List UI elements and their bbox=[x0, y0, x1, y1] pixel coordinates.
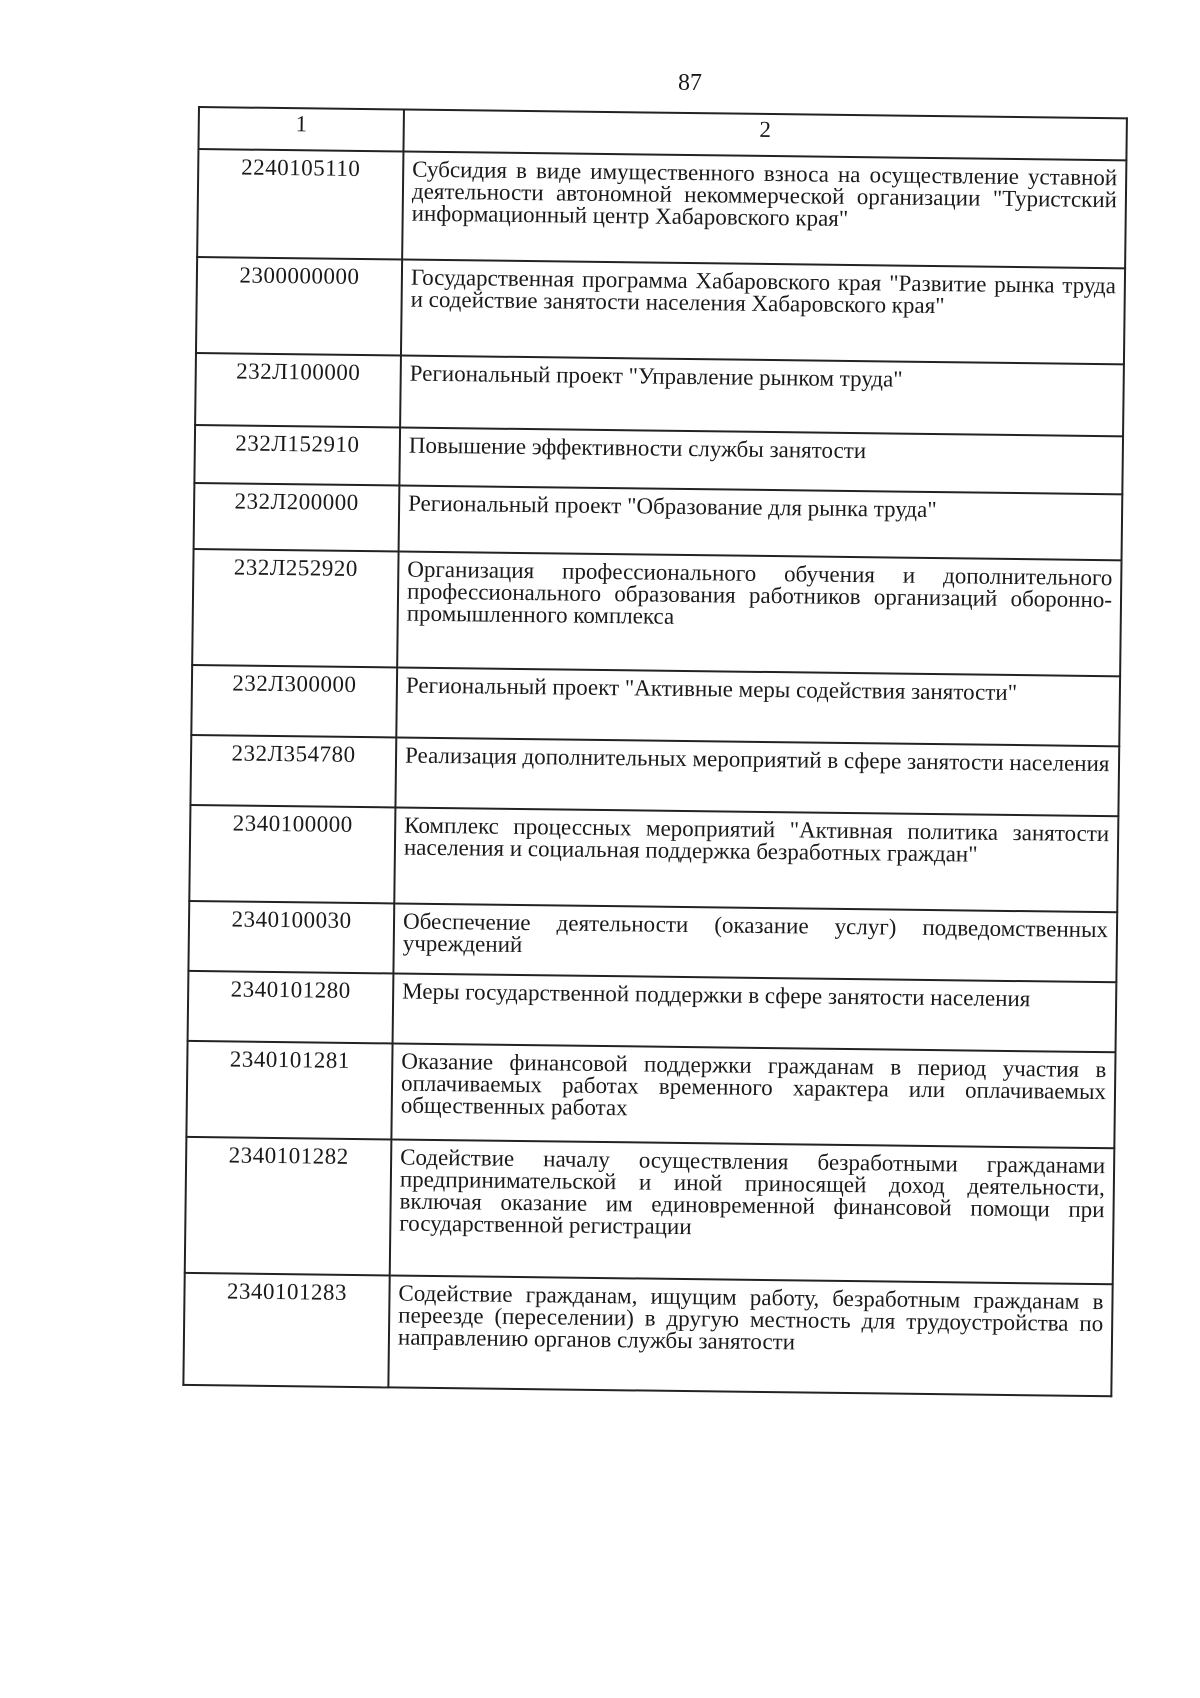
row-code: 2340100000 bbox=[189, 805, 395, 903]
row-description: Содействие гражданам, ищущим работу, безработным гражданам в переезде (переселении) в другую местность для трудоустройства по направлению органов службы занятости bbox=[388, 1275, 1112, 1396]
table-row bbox=[183, 1273, 1112, 1396]
row-code: 232Л252920 bbox=[192, 549, 398, 667]
budget-classification-table bbox=[182, 106, 1128, 1397]
row-description: Повышение эффективности службы занятости bbox=[399, 427, 1123, 494]
row-description: Комплекс процессных мероприятий "Активная политика занятости населения и социальная поддержка безработных граждан" bbox=[394, 807, 1118, 912]
table-row bbox=[195, 353, 1124, 436]
row-code: 232Л200000 bbox=[194, 483, 400, 551]
row-code: 2340101283 bbox=[183, 1273, 389, 1387]
row-code: 2340101281 bbox=[186, 1041, 392, 1139]
row-description: Региональный проект "Активные меры содействия занятости" bbox=[396, 667, 1120, 746]
table-row bbox=[185, 1137, 1115, 1284]
table-row bbox=[188, 901, 1117, 982]
row-code: 2340101282 bbox=[185, 1137, 392, 1275]
row-description: Региональный проект "Образование для рынка труда" bbox=[399, 485, 1123, 560]
row-code: 232Л100000 bbox=[195, 353, 401, 427]
table-row bbox=[197, 149, 1126, 268]
row-description: Оказание финансовой поддержки гражданам в период участия в оплачиваемых работах временного характера или оплачиваемых общественных работах bbox=[391, 1043, 1115, 1148]
row-code: 2340100030 bbox=[188, 901, 394, 973]
row-code: 2340101280 bbox=[188, 971, 394, 1043]
row-code: 232Л152910 bbox=[194, 425, 400, 486]
table-row bbox=[190, 735, 1119, 816]
row-description: Государственная программа Хабаровского края "Развитие рынка труда и содействие занятости населения Хабаровского края" bbox=[401, 260, 1125, 365]
row-code: 2300000000 bbox=[196, 257, 402, 355]
table-row bbox=[192, 549, 1121, 676]
table-row bbox=[196, 257, 1125, 364]
row-description: Организация профессионального обучения и дополнительного профессионального образования работников организаций оборонно-промышленного комплекса bbox=[397, 551, 1121, 676]
row-description: Субсидия в виде имущественного взноса на осуществление уставной деятельности автономной некоммерческой организации "Туристский информационный центр Хабаровского края" bbox=[402, 152, 1126, 269]
table-row bbox=[188, 971, 1117, 1052]
table-row bbox=[191, 665, 1120, 746]
table-row bbox=[194, 483, 1123, 560]
row-description: Меры государственной поддержки в сфере занятости населения bbox=[393, 973, 1117, 1052]
column-header-1: 1 bbox=[198, 107, 403, 152]
row-description: Региональный проект "Управление рынком труда" bbox=[400, 355, 1124, 436]
row-code: 2240105110 bbox=[197, 149, 403, 259]
row-description: Обеспечение деятельности (оказание услуг) подведомственных учреждений bbox=[393, 903, 1117, 982]
row-code: 232Л354780 bbox=[190, 735, 396, 807]
row-description: Содействие началу осуществления безработными гражданами предпринимательской и иной приносящей доход деятельности, включая оказание им единовременной финансовой помощи при государственной регистрации bbox=[390, 1139, 1115, 1284]
row-description: Реализация дополнительных мероприятий в сфере занятости населения bbox=[395, 737, 1119, 816]
table-row bbox=[189, 805, 1118, 912]
row-code: 232Л300000 bbox=[191, 665, 397, 737]
table-row bbox=[186, 1041, 1115, 1148]
column-header-2: 2 bbox=[403, 110, 1126, 161]
page-number: 87 bbox=[678, 70, 702, 96]
